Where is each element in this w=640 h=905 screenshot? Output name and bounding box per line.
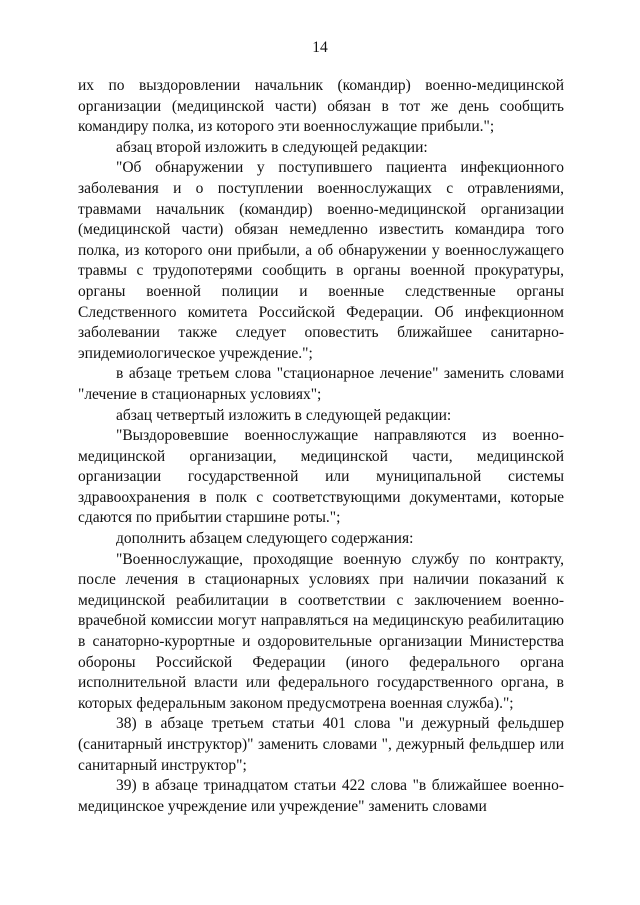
paragraph: их по выздоровлении начальник (командир) военно-медицинской организации (медицинской части) обязан в тот же день сообщить командиру полка, из которого эти военнослужащие прибыли."; [78,77,564,136]
paragraph: "Военнослужащие, проходящие военную службу по контракту, после лечения в стационарных условиях при наличии показаний к медицинской реабилитации в соответствии с заключением военно-врачебной комиссии могут направляться на медицинскую реабилитацию в санаторно-курортные и оздоровительные организации Министерства обороны Российской Федерации (иного федерального органа исполнительной власти или федерального государственного органа, в которых федеральным законом предусмотрена военная служба)."; [78,550,564,712]
page-number: 14 [312,39,328,56]
paragraph: абзац четвертый изложить в следующей редакции: [116,406,452,424]
paragraph: 38) в абзаце третьем статьи 401 слова "и дежурный фельдшер (санитарный инструктор)" заменить словами ", дежурный фельдшер или санитарный инструктор"; [78,715,564,774]
paragraph: 39) в абзаце тринадцатом статьи 422 слова "в ближайшее военно-медицинское учреждение или учреждение" заменить словами [78,777,564,815]
paragraph: дополнить абзацем следующего содержания: [116,530,414,548]
paragraph: "Об обнаружении у поступившего пациента инфекционного заболевания и о поступлении военнослужащих с отравлениями, травмами начальник (командир) военно-медицинской организации (медицинской части) обязан немедленно известить командира того полка, из которого они прибыли, а об обнаружении у военнослужащего травмы с трудопотерями сообщить в органы военной прокуратуры, органы военной полиции и военные следственные органы Следственного комитета Российской Федерации. Об инфекционном заболевании также следует оповестить ближайшее санитарно-эпидемиологическое учреждение."; [78,159,564,362]
paragraph: "Выздоровевшие военнослужащие направляются из военно-медицинской организации, медицинской части, медицинской организации государственной или муниципальной системы здравоохранения в полк с соответствующими документами, которые сдаются по прибытии старшине роты."; [78,427,564,527]
document-body [78,76,564,817]
paragraph: абзац второй изложить в следующей редакции: [116,138,428,156]
paragraph: в абзаце третьем слова "стационарное лечение" заменить словами "лечение в стационарных условиях"; [78,365,564,403]
